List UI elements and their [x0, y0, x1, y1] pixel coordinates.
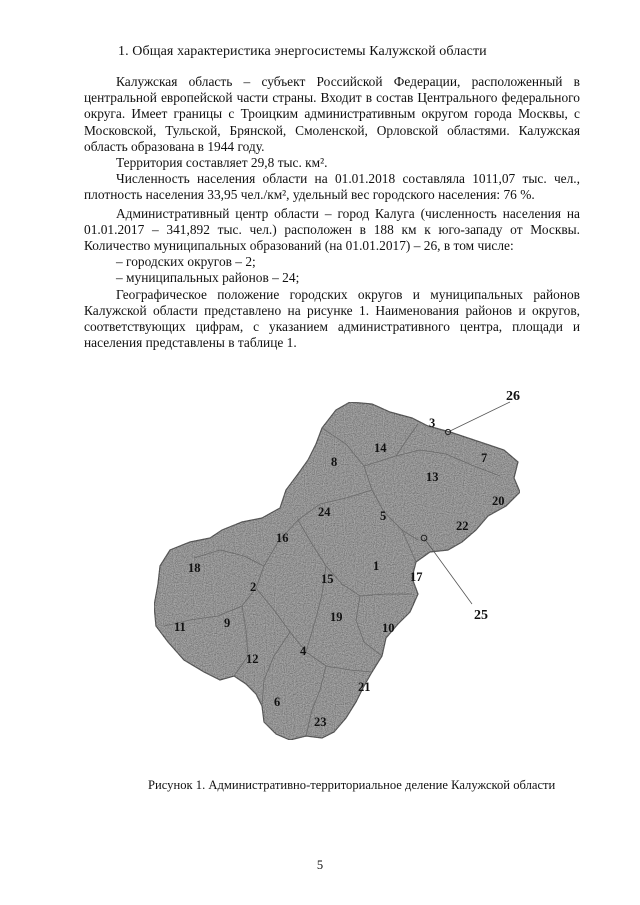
paragraph-geography: Географическое положение городских округов и муниципальных районов Калужской области представлено на рисунке 1. Наименования районов и округов, соответствующих цифрам, с указанием административного центра, площади и населения представлены в таблице 1. [84, 286, 580, 351]
paragraph-territory: Территория составляет 29,8 тыс. км². [116, 155, 328, 171]
district-label-23: 23 [314, 715, 327, 729]
district-label-4: 4 [300, 644, 307, 658]
district-label-11: 11 [174, 620, 186, 634]
paragraph-overview: Калужская область – субъект Российской Федерации, расположенный в центральной европейской части страны. Входит в состав Центрального федерального округа. Имеет границы с Троицким административным округом города Москвы, с Московской, Тульской, Брянской, Смоленской, Орловской областями. Калужская область образована в 1944 году. [84, 74, 580, 154]
district-label-26: 26 [506, 389, 520, 404]
paragraph-population: Численность населения области на 01.01.2018 составляла 1011,07 тыс. чел., плотность населения 33,95 чел./км², удельный вес городского населения: 76 %. [84, 171, 580, 203]
district-label-3: 3 [429, 416, 436, 430]
district-label-13: 13 [426, 470, 439, 484]
district-label-24: 24 [318, 505, 331, 519]
district-label-25: 25 [474, 608, 488, 623]
district-label-18: 18 [188, 561, 201, 575]
district-label-1: 1 [373, 559, 380, 573]
figure-caption: Рисунок 1. Административно-территориальное деление Калужской области [148, 778, 556, 792]
district-label-22: 22 [456, 519, 469, 533]
section-heading: 1. Общая характеристика энергосистемы Калужской области [118, 44, 487, 59]
district-label-21: 21 [358, 680, 371, 694]
paragraph-admin-center: Административный центр области – город Калуга (численность населения на 01.01.2017 – 341,892 тыс. чел.) расположен в 188 км к юго-западу от Москвы. Количество муниципальных образований (на 01.01.2017) – 26, в том числе: [84, 205, 580, 254]
district-label-10: 10 [382, 621, 395, 635]
district-label-5: 5 [380, 509, 387, 523]
district-label-15: 15 [321, 572, 334, 586]
district-label-17: 17 [410, 570, 423, 584]
district-label-7: 7 [481, 451, 488, 465]
leader-line-26 [448, 402, 510, 432]
district-label-9: 9 [224, 616, 231, 630]
district-label-6: 6 [274, 695, 281, 709]
district-label-19: 19 [330, 610, 343, 624]
district-label-16: 16 [276, 531, 289, 545]
list-item-urban-districts: – городских округов – 2; [116, 254, 256, 270]
district-label-20: 20 [492, 494, 505, 508]
district-label-12: 12 [246, 652, 259, 666]
region-map-svg [150, 380, 530, 750]
district-label-2: 2 [250, 580, 257, 594]
list-item-municipal-districts: – муниципальных районов – 24; [116, 270, 300, 286]
body-text [84, 74, 580, 351]
district-label-14: 14 [374, 441, 387, 455]
region-map [150, 380, 530, 750]
page-number: 5 [316, 858, 324, 872]
district-label-8: 8 [331, 455, 338, 469]
region-shape [154, 402, 520, 740]
